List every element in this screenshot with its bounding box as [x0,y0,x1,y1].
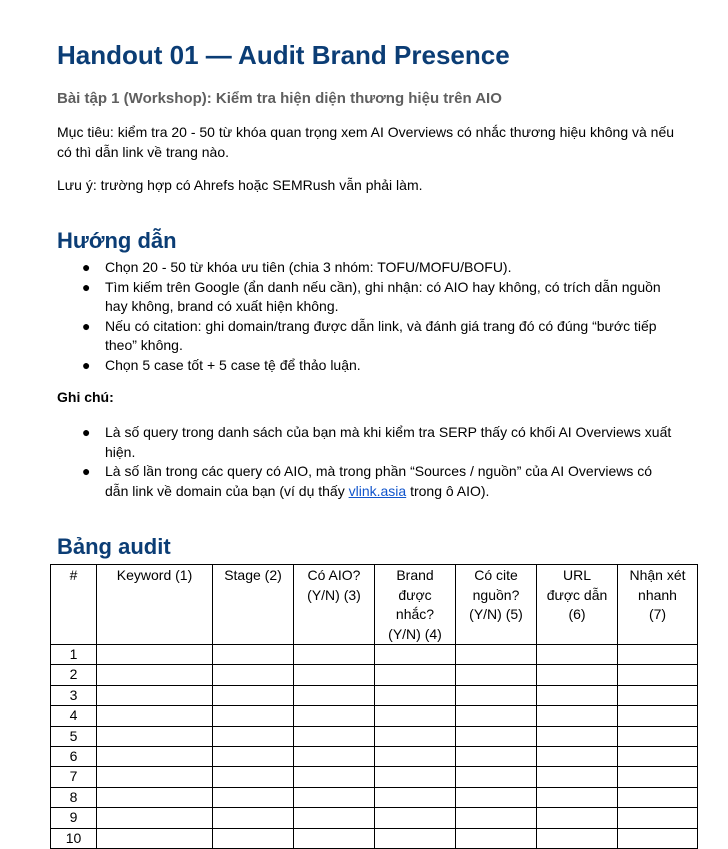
stage-cell[interactable] [213,746,294,766]
row-number: 10 [51,828,97,848]
header-line: Nhận xét [629,567,686,583]
note-paragraph: Lưu ý: trường hợp có Ahrefs hoặc SEMRush vẫn phải làm. [57,177,423,193]
url-cell[interactable] [537,706,618,726]
aio-cell[interactable] [294,665,375,685]
note-item-1-line-2: hiện. [105,443,136,460]
header-line: (6) [568,606,586,622]
aio-cell[interactable] [294,808,375,828]
table-row [51,746,698,766]
column-header-aio [294,565,375,645]
guide-heading: Hướng dẫn [57,228,177,253]
column-header-number [51,565,97,645]
keyword-cell[interactable] [97,746,213,766]
comment-cell[interactable] [618,706,698,726]
goal-paragraph [57,122,674,162]
stage-cell[interactable] [213,767,294,787]
row-number: 5 [51,726,97,746]
keyword-cell[interactable] [97,685,213,705]
comment-cell[interactable] [618,808,698,828]
aio-cell[interactable] [294,685,375,705]
header-line: (Y/N) (3) [307,586,361,603]
table-header-row [51,565,698,645]
bullet-icon: ● [82,463,91,479]
stage-cell[interactable] [213,787,294,807]
guide-item-3-line-1: Nếu có citation: ghi domain/trang được dẫn link, và đánh giá trang đó có đúng “bước tiếp [105,317,657,334]
note-item-2-line-1: Là số lần trong các query có AIO, mà trong phần “Sources / nguồn” của AI Overviews có [105,463,653,479]
url-cell[interactable] [537,645,618,665]
brand-cell[interactable] [375,767,456,787]
guide-item-3-line-2: theo” không. [105,337,183,353]
brand-cell[interactable] [375,726,456,746]
bullet-icon: ● [82,278,91,295]
comment-cell[interactable] [618,767,698,787]
keyword-cell[interactable] [97,828,213,848]
row-number: 1 [51,645,97,665]
row-number: 9 [51,808,97,828]
page-subtitle: Bài tập 1 (Workshop): Kiểm tra hiện diện thương hiệu trên AIO [57,90,502,107]
keyword-cell[interactable] [97,645,213,665]
url-cell[interactable] [537,665,618,685]
keyword-cell[interactable] [97,706,213,726]
notes-heading: Ghi chú: [57,389,114,405]
cite-cell[interactable] [456,706,537,726]
row-number: 2 [51,665,97,685]
row-number: 3 [51,685,97,705]
url-cell[interactable] [537,767,618,787]
url-cell[interactable] [537,787,618,807]
cite-cell[interactable] [456,726,537,746]
brand-cell[interactable] [375,808,456,828]
guide-list [57,258,661,375]
header-line: Có cite [474,567,518,583]
cite-cell[interactable] [456,645,537,665]
table-row [51,726,698,746]
header-line: được [398,586,432,603]
cite-cell[interactable] [456,787,537,807]
column-header-stage [213,565,294,645]
bullet-icon: ● [82,424,91,440]
stage-cell[interactable] [213,665,294,685]
header-line: Keyword (1) [116,567,193,583]
column-header-keyword [97,565,213,645]
header-line: # [69,567,78,583]
table-row [51,685,698,705]
keyword-cell[interactable] [97,767,213,787]
header-line: (7) [648,606,667,622]
list-item [57,423,671,462]
column-header-url [537,565,618,645]
comment-cell[interactable] [618,665,698,685]
aio-cell[interactable] [294,726,375,746]
list-item [57,258,661,278]
cite-cell[interactable] [456,685,537,705]
url-cell[interactable] [537,808,618,828]
page-title: Handout 01 — Audit Brand Presence [57,40,510,70]
table-row [51,645,698,665]
aio-cell[interactable] [294,746,375,766]
guide-item-4-line-1: Chọn 5 case tốt + 5 case tệ để thảo luận. [105,356,361,373]
table-row [51,787,698,807]
header-line: nhắc? [395,606,435,622]
note-item-2-text-after-link: trong ô AIO). [406,482,490,499]
goal-line-1: Mục tiêu: kiểm tra 20 - 50 từ khóa quan trọng xem AI Overviews có nhắc thương hiệu không và nếu [57,124,675,140]
note-item-2-line-2 [105,482,671,502]
stage-cell[interactable] [213,685,294,705]
list-item [57,462,671,501]
row-number: 4 [51,706,97,726]
brand-cell[interactable] [375,706,456,726]
aio-cell[interactable] [294,645,375,665]
row-number: 8 [51,787,97,807]
column-header-comment [618,565,698,645]
note-item-1-line-1: Là số query trong danh sách của bạn mà khi kiểm tra SERP thấy có khối AI Overviews xuất [105,424,672,440]
stage-cell[interactable] [213,645,294,665]
comment-cell[interactable] [618,726,698,746]
table-row [51,767,698,787]
cite-cell[interactable] [456,746,537,766]
cite-cell[interactable] [456,808,537,828]
list-item [57,356,661,376]
cite-cell[interactable] [456,828,537,848]
table-row [51,665,698,685]
url-cell[interactable] [537,746,618,766]
brand-cell[interactable] [375,665,456,685]
header-line: Stage (2) [224,567,282,583]
stage-cell[interactable] [213,808,294,828]
list-item [57,278,661,317]
audit-table [50,564,698,849]
aio-cell[interactable] [294,828,375,848]
aio-cell[interactable] [294,787,375,807]
audit-table-body [51,645,698,849]
brand-cell[interactable] [375,828,456,848]
row-number: 6 [51,746,97,766]
notes-list [57,423,671,501]
stage-cell[interactable] [213,706,294,726]
keyword-cell[interactable] [97,787,213,807]
stage-cell[interactable] [213,828,294,848]
list-item [57,317,661,356]
aio-cell[interactable] [294,706,375,726]
url-cell[interactable] [537,726,618,746]
table-row [51,808,698,828]
keyword-cell[interactable] [97,726,213,746]
header-line: URL [562,567,591,583]
header-line: (Y/N) (5) [469,606,523,622]
brand-cell[interactable] [375,787,456,807]
stage-cell[interactable] [213,726,294,746]
brand-cell[interactable] [375,645,456,665]
brand-cell[interactable] [375,746,456,766]
column-header-brand [375,565,456,645]
keyword-cell[interactable] [97,665,213,685]
brand-cell[interactable] [375,685,456,705]
column-header-cite [456,565,537,645]
bullet-icon: ● [82,356,91,373]
bullet-icon: ● [82,317,91,334]
guide-item-2-line-1: Tìm kiếm trên Google (ẩn danh nếu cần), ghi nhận: có AIO hay không, có trích dẫn nguồn [105,278,661,295]
header-line: Brand [396,567,434,583]
header-line: nguồn? [472,586,520,603]
comment-cell[interactable] [618,746,698,766]
header-line: Có AIO? [307,567,361,583]
url-cell[interactable] [537,828,618,848]
bullet-icon: ● [82,259,91,275]
row-number: 7 [51,767,97,787]
vlink-asia-link[interactable]: vlink.asia [348,482,407,499]
header-line: (Y/N) (4) [388,625,442,642]
table-row [51,828,698,848]
header-line: nhanh [638,586,677,603]
comment-cell[interactable] [618,787,698,807]
audit-heading: Bảng audit [57,534,171,559]
goal-line-2: có thì dẫn link về trang nào. [57,144,229,160]
note-item-2-text-before-link: dẫn link về domain của bạn (ví dụ thấy [105,482,349,499]
comment-cell[interactable] [618,685,698,705]
guide-item-2-line-2: hay không, brand có xuất hiện không. [105,298,339,314]
url-cell[interactable] [537,685,618,705]
cite-cell[interactable] [456,665,537,685]
comment-cell[interactable] [618,645,698,665]
comment-cell[interactable] [618,828,698,848]
table-row [51,706,698,726]
guide-item-1-line-1: Chọn 20 - 50 từ khóa ưu tiên (chia 3 nhóm: TOFU/MOFU/BOFU). [105,259,512,275]
aio-cell[interactable] [294,767,375,787]
header-line: được dẫn [546,586,608,603]
keyword-cell[interactable] [97,808,213,828]
cite-cell[interactable] [456,767,537,787]
